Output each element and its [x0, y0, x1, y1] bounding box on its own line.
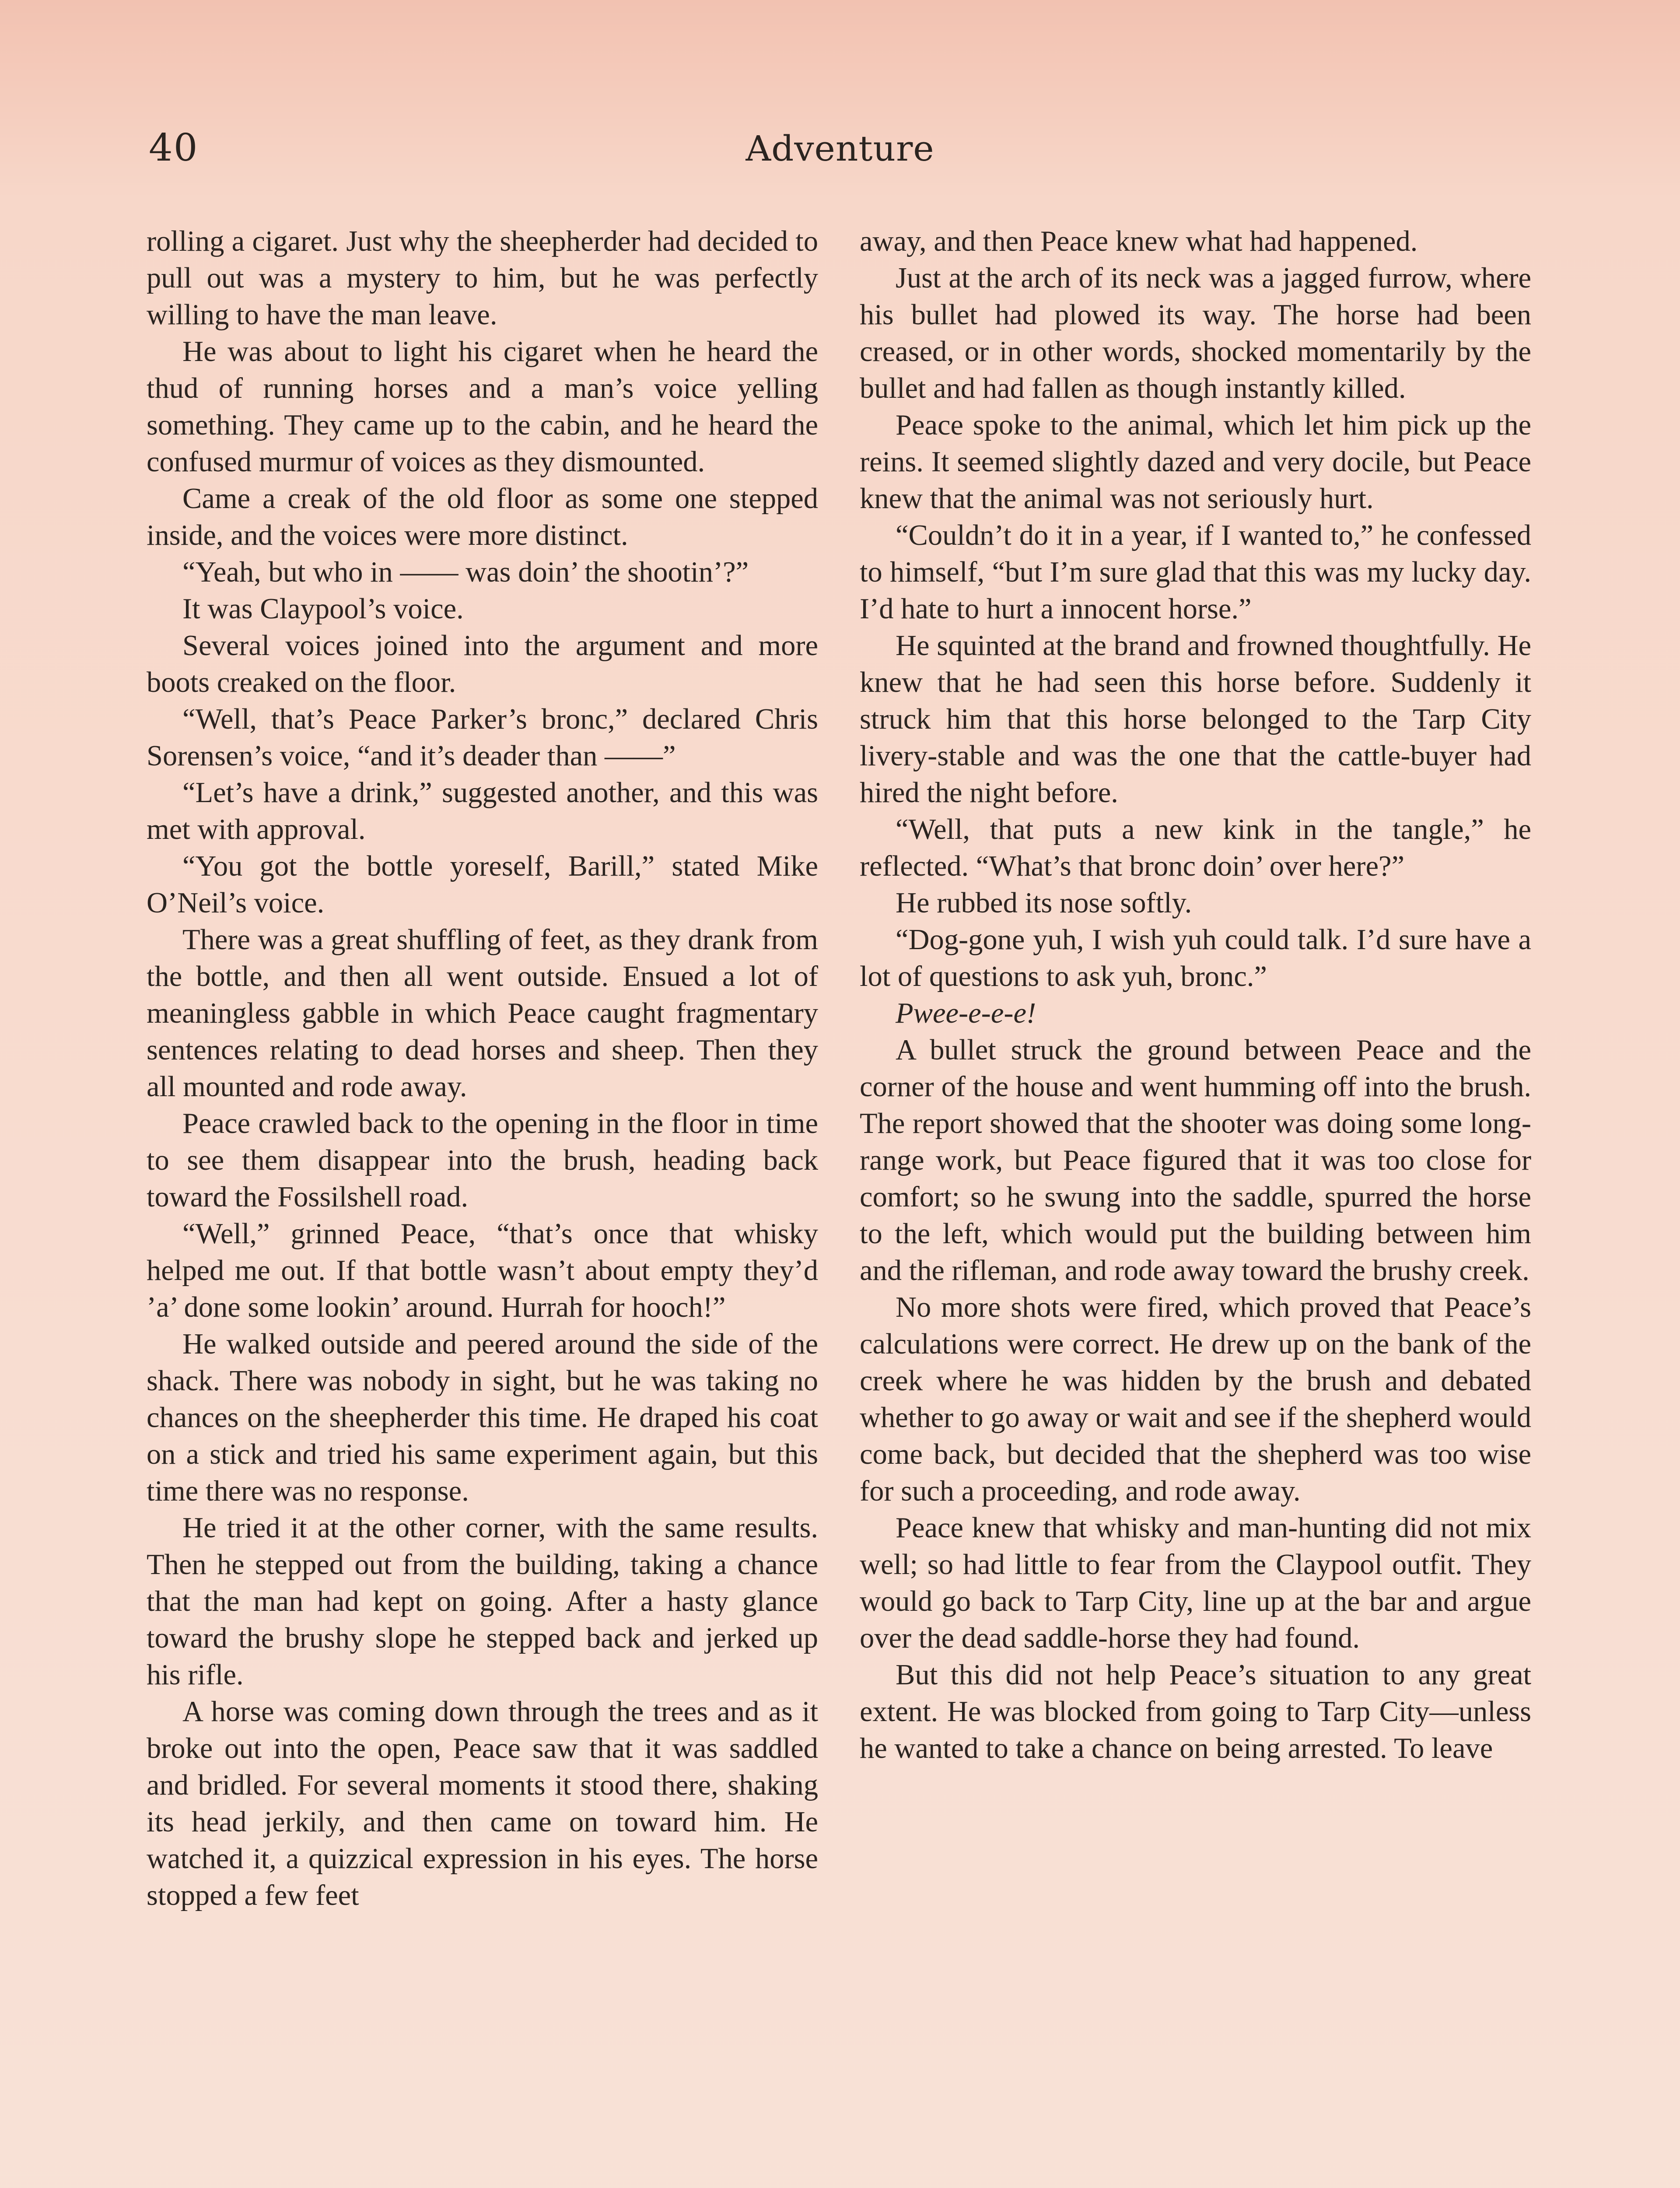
paragraph: He was about to light his cigaret when he heard the thud of running horses and a man’s voice yelling something. They came up to the cabin, and he heard the confused murmur of voices as they dismounted. [147, 336, 818, 478]
paragraph: Peace crawled back to the opening in the floor in time to see them disappear into the brush, heading back toward the Fossilshell road. [147, 1108, 818, 1213]
paragraph: He squinted at the brand and frowned thoughtfully. He knew that he had seen this horse before. Suddenly it struck him that this horse belonged to the Tarp City livery-stable and was the one that the cattle-buyer had hired the night before. [860, 630, 1531, 809]
running-head-title: Adventure [746, 128, 934, 169]
paragraph: “Let’s have a drink,” suggested another, and this was met with approval. [147, 777, 818, 845]
paragraph: It was Claypool’s voice. [182, 593, 464, 625]
paragraph: But this did not help Peace’s situation to any great extent. He was blocked from going to Tarp City—unless he wanted to take a chance on being arrested. To leave [860, 1659, 1531, 1764]
right-column [860, 223, 1531, 1767]
left-column [147, 223, 818, 1914]
paragraph: “Well,” grinned Peace, “that’s once that whisky helped me out. If that bottle wasn’t about empty they’d ’a’ done some lookin’ around. Hurrah for hooch!” [147, 1218, 818, 1323]
paragraph: A bullet struck the ground between Peace and the corner of the house and went humming off into the brush. The report showed that the shooter was doing some long-range work, but Peace figured that it was too close for comfort; so he swung into the saddle, spurred the horse to the left, which would put the building between him and the rifleman, and rode away toward the brushy creek. [860, 1034, 1531, 1287]
paragraph: rolling a cigaret. Just why the sheepherder had decided to pull out was a mystery to him, but he was perfectly willing to have the man leave. [147, 225, 818, 331]
paragraph: There was a great shuffling of feet, as they drank from the bottle, and then all went outside. Ensued a lot of meaningless gabble in which Peace caught fragmentary sentences relating to dead horses and sheep. Then they all mounted and rode away. [147, 924, 818, 1103]
sound-effect-line: Pwee-e-e-e! [896, 997, 1036, 1029]
paragraph: “Well, that’s Peace Parker’s bronc,” declared Chris Sorensen’s voice, “and it’s deader than ——” [147, 703, 818, 772]
paragraph: Several voices joined into the argument and more boots creaked on the floor. [147, 630, 818, 698]
paragraph: Peace knew that whisky and man-hunting did not mix well; so had little to fear from the Claypool outfit. They would go back to Tarp City, line up at the bar and argue over the dead saddle-horse they had found. [860, 1512, 1531, 1654]
paragraph: “Dog-gone yuh, I wish yuh could talk. I’d sure have a lot of questions to ask yuh, bronc.” [860, 924, 1531, 992]
paragraph: “You got the bottle yoreself, Barill,” stated Mike O’Neil’s voice. [147, 850, 818, 919]
paragraph: “Well, that puts a new kink in the tangle,” he reflected. “What’s that bronc doin’ over here?” [860, 813, 1531, 882]
page-number: 40 [149, 126, 199, 170]
paragraph: A horse was coming down through the trees and as it broke out into the open, Peace saw that it was saddled and bridled. For several moments it stood there, shaking its head jerkily, and then came on toward him. He watched it, a quizzical expression in his eyes. The horse stopped a few feet [147, 1696, 818, 1911]
paragraph: Came a creak of the old floor as some one stepped inside, and the voices were more distinct. [147, 483, 818, 551]
paragraph: Peace spoke to the animal, which let him pick up the reins. It seemed slightly dazed and very docile, but Peace knew that the animal was not seriously hurt. [860, 409, 1531, 515]
paragraph: “Couldn’t do it in a year, if I wanted to,” he confessed to himself, “but I’m sure glad that this was my lucky day. I’d hate to hurt a innocent horse.” [860, 519, 1531, 625]
paragraph: “Yeah, but who in —— was doin’ the shootin’?” [182, 556, 749, 588]
paragraph: He walked outside and peered around the side of the shack. There was nobody in sight, but he was taking no chances on the sheepherder this time. He draped his coat on a stick and tried his same experiment again, but this time there was no response. [147, 1328, 818, 1507]
paragraph: Just at the arch of its neck was a jagged furrow, where his bullet had plowed its way. The horse had been creased, or in other words, shocked momentarily by the bullet and had fallen as though instantly killed. [860, 262, 1531, 404]
paragraph: No more shots were fired, which proved that Peace’s calculations were correct. He drew up on the bank of the creek where he was hidden by the brush and debated whether to go away or wait and see if the shepherd would come back, but decided that the shepherd was too wise for such a proceeding, and rode away. [860, 1291, 1531, 1507]
paragraph: He tried it at the other corner, with the same results. Then he stepped out from the building, taking a chance that the man had kept on going. After a hasty glance toward the brushy slope he stepped back and jerked up his rifle. [147, 1512, 818, 1691]
paragraph: He rubbed its nose softly. [896, 887, 1192, 919]
paragraph: away, and then Peace knew what had happened. [860, 225, 1418, 257]
